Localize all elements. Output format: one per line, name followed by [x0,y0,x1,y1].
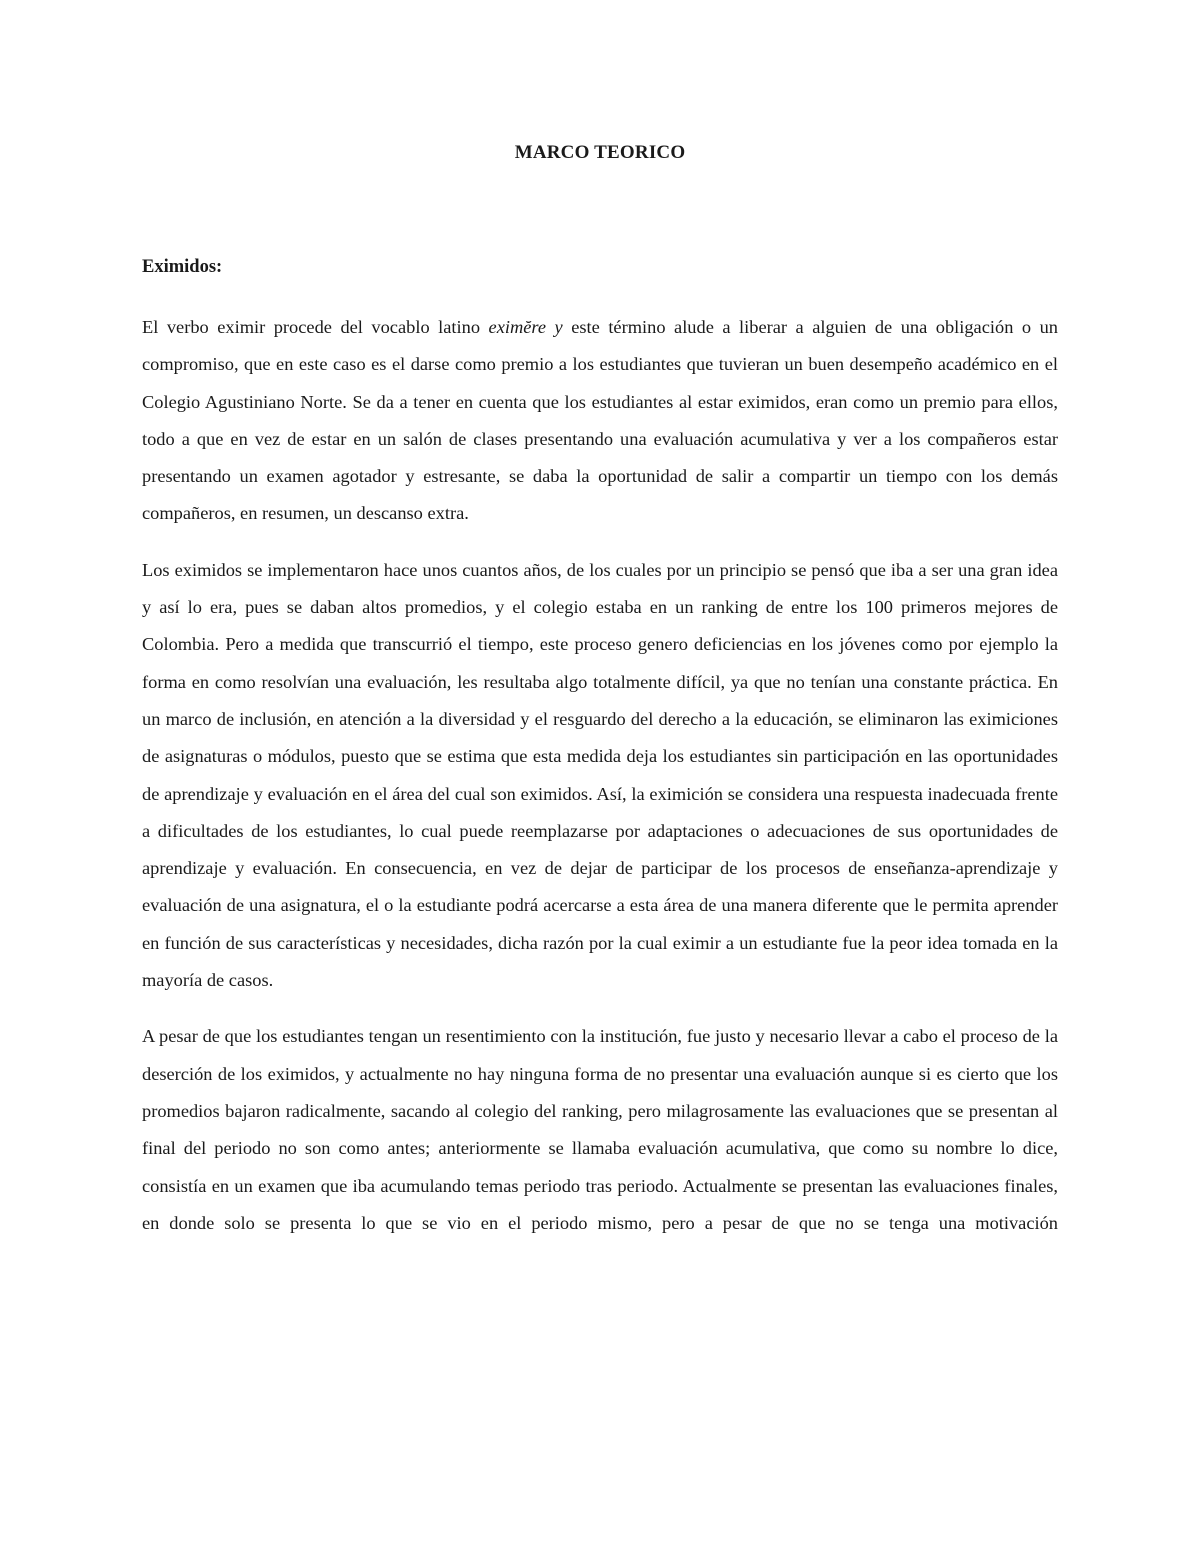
paragraph-1-text-start: El verbo eximir procede del vocablo latino [142,317,489,337]
section-heading: Eximidos: [142,257,223,277]
paragraph-2: Los eximidos se implementaron hace unos cuantos años, de los cuales por un principio se pensó que iba a ser una gran idea y así lo era, pues se daban altos promedios, y el colegio estaba en un ranking de entre los 100 primeros mejores de Colombia. Pero a medida que transcurrió el tiempo, este proceso genero deficiencias en los jóvenes como por ejemplo la forma en como resolvían una evaluación, les resultaba algo totalmente difícil, ya que no tenían una constante práctica. En un marco de inclusión, en atención a la diversidad y el resguardo del derecho a la educación, se eliminaron las eximiciones de asignaturas o módulos, puesto que se estima que esta medida deja los estudiantes sin participación en las oportunidades de aprendizaje y evaluación en el área del cual son eximidos. Así, la eximición se considera una respuesta inadecuada frente a dificultades de los estudiantes, lo cual puede reemplazarse por adaptaciones o adecuaciones de sus oportunidades de aprendizaje y evaluación. En consecuencia, en vez de dejar de participar de los procesos de enseñanza-aprendizaje y evaluación de una asignatura, el o la estudiante podrá acercarse a esta área de una manera diferente que le permita aprender en función de sus características y necesidades, dicha razón por la cual eximir a un estudiante fue la peor idea tomada en la mayoría de casos. [142,559,1058,991]
latin-term: eximĕre y [488,317,563,337]
document-title: MARCO TEORICO [514,142,686,163]
paragraph-3: A pesar de que los estudiantes tengan un resentimiento con la institución, fue justo y necesario llevar a cabo el proceso de la deserción de los eximidos, y actualmente no hay ninguna forma de no presentar una evaluación aunque si es cierto que los promedios bajaron radicalmente, sacando al colegio del ranking, pero milagrosamente las evaluaciones que se presentan al final del periodo no son como antes; anteriormente se llamaba evaluación acumulativa, que como su nombre lo dice, consistía en un examen que iba acumulando temas periodo tras periodo. Actualmente se presentan las evaluaciones finales, en donde solo se presenta lo que se vio en el periodo mismo, pero a pesar de que no se tenga una motivación [142,1026,1058,1233]
document-body [142,309,1058,1261]
paragraph-1-text-end: este término alude a liberar a alguien de una obligación o un compromiso, que en este caso es el darse como premio a los estudiantes que tuvieran un buen desempeño académico en el Colegio Agustiniano Norte. Se da a tener en cuenta que los estudiantes al estar eximidos, eran como un premio para ellos, todo a que en vez de estar en un salón de clases presentando una evaluación acumulativa y ver a los compañeros estar presentando un examen agotador y estresante, se daba la oportunidad de salir a compartir un tiempo con los demás compañeros, en resumen, un descanso extra. [142,317,1058,524]
paragraph-1 [142,309,1058,533]
